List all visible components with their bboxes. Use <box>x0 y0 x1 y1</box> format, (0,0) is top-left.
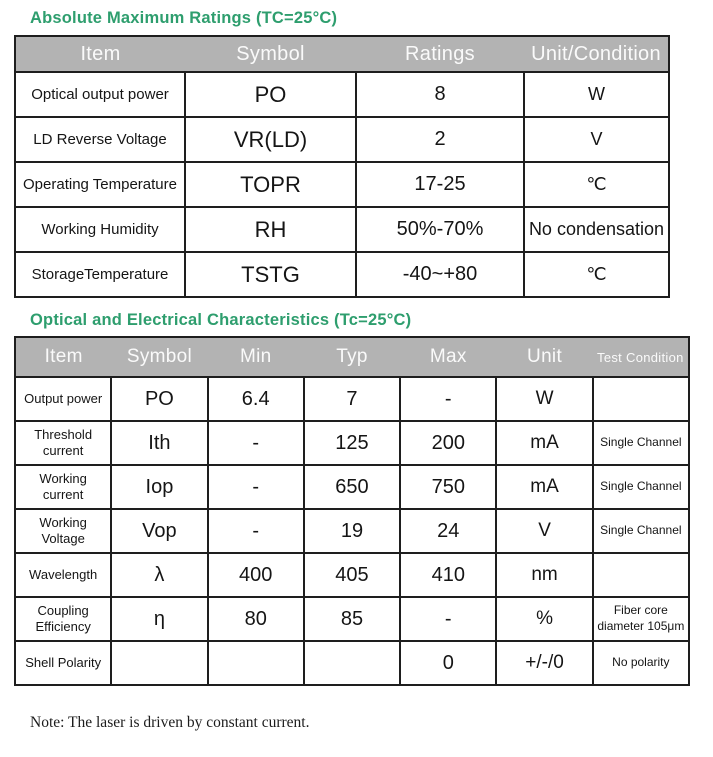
table-header <box>15 36 669 72</box>
table-body <box>15 72 669 297</box>
column-header: Item <box>15 337 111 377</box>
table-row <box>15 162 669 207</box>
table-cell: Vop <box>111 509 207 553</box>
table-cell: mA <box>496 421 592 465</box>
table-cell: Working Humidity <box>15 207 185 252</box>
column-header: Symbol <box>185 36 356 72</box>
table-cell: 410 <box>400 553 496 597</box>
table-cell: StorageTemperature <box>15 252 185 297</box>
table-cell: Optical output power <box>15 72 185 117</box>
column-header: Item <box>15 36 185 72</box>
table-cell: 650 <box>304 465 400 509</box>
header-row <box>15 337 689 377</box>
table-cell: 8 <box>356 72 524 117</box>
table-cell: 6.4 <box>208 377 304 421</box>
table-row <box>15 421 689 465</box>
table-cell: Fiber core diameter 105μm <box>593 597 689 641</box>
table-cell: TSTG <box>185 252 356 297</box>
table-cell: Single Channel <box>593 465 689 509</box>
table-cell: VR(LD) <box>185 117 356 162</box>
table-cell: +/-/0 <box>496 641 592 685</box>
table-cell <box>593 377 689 421</box>
table-cell: PO <box>111 377 207 421</box>
table-cell: mA <box>496 465 592 509</box>
table-header <box>15 337 689 377</box>
table-cell: - <box>208 509 304 553</box>
table-cell: Threshold current <box>15 421 111 465</box>
table-row <box>15 117 669 162</box>
section-title-absolute-maximum-ratings: Absolute Maximum Ratings (TC=25°C) <box>30 9 338 27</box>
table-cell: No polarity <box>593 641 689 685</box>
table-cell: Ith <box>111 421 207 465</box>
optical-electrical-characteristics-table <box>14 336 690 686</box>
table-cell: -40~+80 <box>356 252 524 297</box>
table-cell: 85 <box>304 597 400 641</box>
table-cell: - <box>208 465 304 509</box>
table-cell: TOPR <box>185 162 356 207</box>
table-cell: W <box>524 72 669 117</box>
table-cell: Single Channel <box>593 421 689 465</box>
table-cell: Operating Temperature <box>15 162 185 207</box>
table-cell <box>208 641 304 685</box>
table-cell: 19 <box>304 509 400 553</box>
table-row <box>15 377 689 421</box>
table-cell: 200 <box>400 421 496 465</box>
table-row <box>15 207 669 252</box>
table-cell: 2 <box>356 117 524 162</box>
table-cell: ℃ <box>524 252 669 297</box>
table-cell: % <box>496 597 592 641</box>
table-cell <box>304 641 400 685</box>
table-cell: λ <box>111 553 207 597</box>
header-row <box>15 36 669 72</box>
table-cell: 405 <box>304 553 400 597</box>
table-cell: LD Reverse Voltage <box>15 117 185 162</box>
table-cell: Wavelength <box>15 553 111 597</box>
table-row <box>15 252 669 297</box>
table-row <box>15 72 669 117</box>
table-cell: - <box>400 377 496 421</box>
column-header: Ratings <box>356 36 524 72</box>
table-cell: Coupling Efficiency <box>15 597 111 641</box>
table-cell <box>593 553 689 597</box>
table-cell: Iop <box>111 465 207 509</box>
table-row <box>15 553 689 597</box>
table-cell: nm <box>496 553 592 597</box>
table-cell: 750 <box>400 465 496 509</box>
table-row <box>15 597 689 641</box>
table-cell: V <box>524 117 669 162</box>
table-cell: Working current <box>15 465 111 509</box>
table-cell: 125 <box>304 421 400 465</box>
table-cell: No condensation <box>524 207 669 252</box>
column-header: Test Condition <box>593 337 689 377</box>
column-header: Unit <box>496 337 592 377</box>
table-cell: 50%-70% <box>356 207 524 252</box>
table-cell: 24 <box>400 509 496 553</box>
table-cell: η <box>111 597 207 641</box>
table-cell: W <box>496 377 592 421</box>
note-text: Note: The laser is driven by constant current. <box>30 714 310 731</box>
column-header: Unit/Condition <box>524 36 669 72</box>
table-cell: ℃ <box>524 162 669 207</box>
table-cell: Working Voltage <box>15 509 111 553</box>
table-row <box>15 641 689 685</box>
table-cell: RH <box>185 207 356 252</box>
table-cell: Shell Polarity <box>15 641 111 685</box>
absolute-maximum-ratings-table <box>14 35 670 298</box>
table-cell: PO <box>185 72 356 117</box>
column-header: Typ <box>304 337 400 377</box>
table-cell <box>111 641 207 685</box>
column-header: Symbol <box>111 337 207 377</box>
table-cell: 7 <box>304 377 400 421</box>
table-cell: 0 <box>400 641 496 685</box>
table-cell: - <box>208 421 304 465</box>
table-row <box>15 509 689 553</box>
table-row <box>15 465 689 509</box>
table-cell: Single Channel <box>593 509 689 553</box>
table-cell: V <box>496 509 592 553</box>
column-header: Min <box>208 337 304 377</box>
datasheet-page <box>0 9 713 757</box>
section-title-optical-electrical-characteristics: Optical and Electrical Characteristics (Tc=25°C) <box>30 311 412 329</box>
table-cell: Output power <box>15 377 111 421</box>
column-header: Max <box>400 337 496 377</box>
table-body <box>15 377 689 685</box>
table-cell: 17-25 <box>356 162 524 207</box>
table-cell: 400 <box>208 553 304 597</box>
table-cell: 80 <box>208 597 304 641</box>
table-cell: - <box>400 597 496 641</box>
